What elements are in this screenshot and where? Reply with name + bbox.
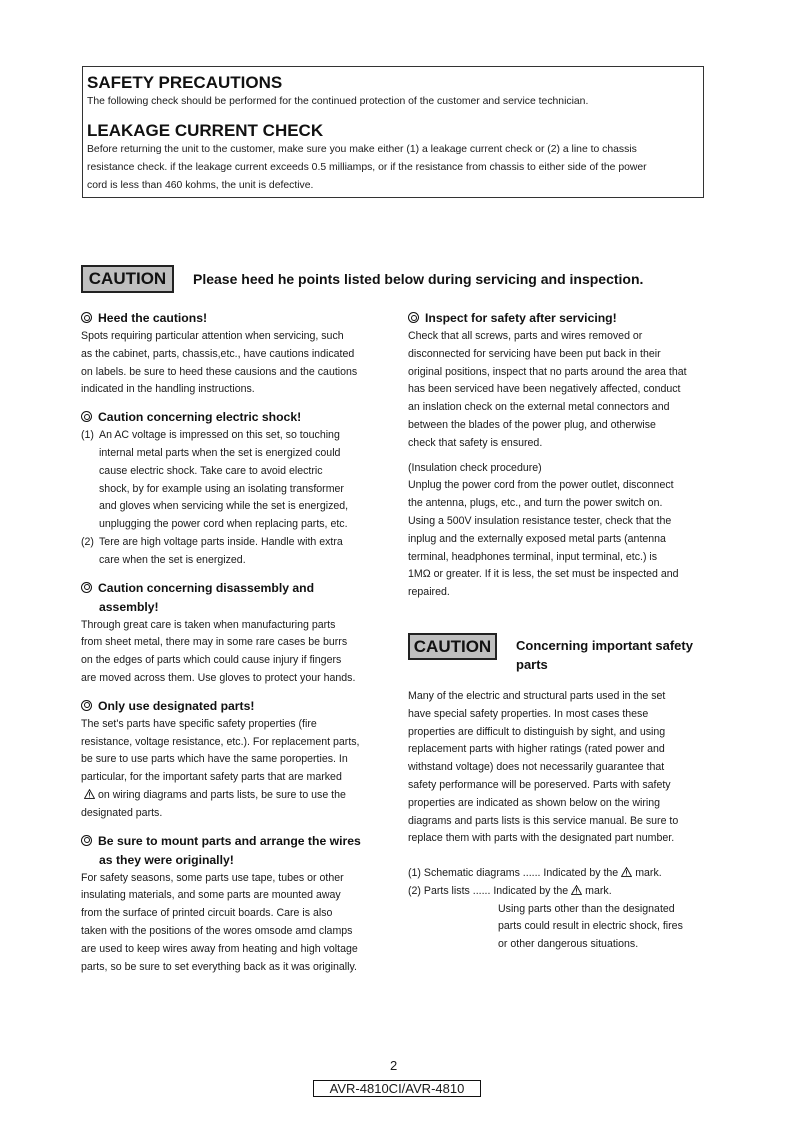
safety-precautions-text: The following check should be performed for the continued protection of the customer and service technician. [87, 96, 589, 107]
text-line: replacement parts with higher ratings (rated power and [408, 743, 665, 756]
text-span: on wiring diagrams and parts lists, be sure to use the [98, 788, 346, 801]
leakage-line: Before returning the unit to the customer, make sure you make either (1) a leakage current check or (2) a line to chassis [87, 144, 637, 155]
text-line: Spots requiring particular attention when servicing, such [81, 330, 344, 342]
disassembly-heading [81, 579, 380, 598]
designated-parts-heading [81, 697, 380, 716]
warning-triangle-icon [571, 885, 582, 895]
text-line: Using a 500V insulation resistance tester, check that the [408, 514, 672, 527]
list-number: (1) [81, 429, 94, 442]
heading-text: Caution concerning electric shock! [98, 410, 302, 425]
right-column [408, 309, 706, 602]
list-item [81, 534, 380, 570]
heed-cautions-heading [81, 309, 380, 328]
text-line: unplugging the power cord when replacing parts, etc. [99, 518, 348, 531]
text-line: on labels. be sure to heed these causions and the cautions [81, 365, 358, 378]
text-span: (2) Parts lists ...... Indicated by the [408, 884, 569, 897]
text-line: The set's parts have specific safety properties (fire [81, 717, 317, 730]
text-line: withstand voltage) does not necessarily guarantee that [408, 761, 665, 774]
text-line: properties are indicated as shown below on the wiring [408, 796, 661, 809]
text-line: indicated in the handling instructions. [81, 383, 255, 396]
text-line: care when the set is energized. [99, 553, 246, 566]
electric-shock-heading [81, 408, 380, 427]
caution-badge: CAUTION [81, 265, 174, 293]
leakage-current-title: LEAKAGE CURRENT CHECK [87, 121, 324, 140]
double-circle-icon [81, 835, 92, 846]
leakage-line: resistance check. if the leakage current exceeds 0.5 milliamps, or if the resistance from chassis to either side of the power [87, 162, 647, 173]
mount-parts-heading [81, 832, 380, 851]
text-line-with-icon [81, 787, 380, 805]
heading-text: Be sure to mount parts and arrange the wires [98, 833, 361, 848]
heading-text: Heed the cautions! [98, 311, 208, 325]
double-circle-icon [81, 582, 92, 593]
list-item-body [99, 534, 380, 570]
safety-precautions-title: SAFETY PRECAUTIONS [87, 73, 283, 92]
text-line: the antenna, plugs, etc., and turn the power switch on. [408, 497, 663, 510]
mount-parts-heading-line2: as they were originally! [99, 852, 234, 867]
important-parts-heading [516, 636, 693, 674]
text-line: inplug and the externally exposed metal parts (antenna [408, 532, 666, 545]
text-line: are used to keep wires away from heating and high voltage [81, 942, 358, 955]
text-line: and gloves when servicing while the set is energized, [99, 500, 349, 513]
heading-text: Inspect for safety after servicing! [425, 311, 617, 325]
disassembly-text [81, 617, 380, 688]
text-line: an inslation check on the external metal connectors and [408, 401, 670, 414]
text-line: from the surface of printed circuit boards. Care is also [81, 907, 333, 920]
mark-list [408, 865, 706, 954]
leakage-current-text [87, 141, 703, 195]
heed-cautions-text [81, 328, 380, 399]
warning-triangle-icon [621, 867, 632, 877]
text-line: Through great care is taken when manufacturing parts [81, 618, 336, 631]
double-circle-icon [81, 411, 92, 422]
warning-triangle-icon [84, 789, 95, 799]
text-line: parts could result in electric shock, fires [498, 920, 683, 933]
text-line: are moved across them. Use gloves to protect your hands. [81, 671, 356, 684]
text-line: safety performance will be poreserved. Parts with safety [408, 778, 671, 791]
page-number: 2 [390, 1058, 398, 1073]
list-item-body [99, 427, 380, 534]
text-line: resistance, voltage resistance, etc.). For replacement parts, [81, 735, 360, 748]
designated-parts-text [81, 716, 380, 823]
text-line: Unplug the power cord from the power outlet, disconnect [408, 479, 674, 492]
text-line: Many of the electric and structural parts used in the set [408, 690, 666, 702]
text-line: properties are difficult to distinguish by sight, and using [408, 725, 666, 738]
mount-parts-text [81, 870, 380, 977]
text-line: replace them with parts with the designated part number. [408, 832, 675, 845]
text-line: particular, for the important safety parts that are marked [81, 771, 342, 784]
text-line: check that safety is ensured. [408, 436, 543, 449]
insulation-procedure-label: (Insulation check procedure) [408, 461, 542, 474]
disassembly-heading-line2: assembly! [99, 599, 159, 614]
text-line: shock, by for example using an isolating transformer [99, 482, 344, 495]
mark-list-item-schematic [408, 865, 706, 883]
leakage-line: cord is less than 460 kohms, the unit is defective. [87, 180, 314, 191]
text-line: designated parts. [81, 806, 163, 819]
text-line: insulating materials, and some parts are mounted away [81, 889, 341, 902]
text-line: cause electric shock. Take care to avoid electric [99, 464, 323, 477]
text-line: For safety seasons, some parts use tape, tubes or other [81, 871, 344, 884]
text-line: An AC voltage is impressed on this set, so touching [99, 429, 340, 442]
inspect-safety-text [408, 328, 706, 453]
mark-note [408, 901, 706, 954]
text-line: or other dangerous situations. [498, 938, 639, 951]
heading-text: Caution concerning disassembly and [98, 580, 315, 595]
text-line: Tere are high voltage parts inside. Handle with extra [99, 535, 343, 548]
text-line: has been serviced have been negatively affected, conduct [408, 383, 681, 396]
left-column [81, 309, 380, 976]
text-line: 1MΩ or greater. If it is less, the set must be inspected and [408, 568, 679, 581]
text-line: have special safety properties. In most cases these [408, 707, 649, 720]
double-circle-icon [81, 312, 92, 323]
text-line: from sheet metal, there may in some rare cases be burrs [81, 636, 348, 649]
important-parts-text [408, 688, 706, 848]
text-line: Using parts other than the designated [498, 902, 675, 915]
text-line: on the edges of parts which could cause injury if fingers [81, 654, 342, 667]
list-item [81, 427, 380, 534]
text-span: (1) Schematic diagrams ...... Indicated by the [408, 867, 619, 879]
caution-badge-2: CAUTION [408, 633, 497, 660]
double-circle-icon [81, 700, 92, 711]
text-line: internal metal parts when the set is energized could [99, 446, 341, 459]
text-line: as the cabinet, parts, chassis,etc., have cautions indicated [81, 347, 355, 360]
double-circle-icon [408, 312, 419, 323]
electric-shock-list [81, 427, 380, 569]
text-line: Check that all screws, parts and wires removed or [408, 330, 643, 342]
text-span: mark. [585, 884, 612, 897]
text-line: taken with the positions of the wores omsode amd clamps [81, 924, 353, 937]
list-number: (2) [81, 535, 94, 548]
text-line: parts, so be sure to set everything back as it was originally. [81, 960, 357, 973]
insulation-procedure-text [408, 477, 706, 602]
text-line: disconnected for servicing have been put back in their [408, 347, 661, 360]
text-line: between the blades of the power plug, and otherwise [408, 418, 656, 431]
heading-line: parts [516, 657, 548, 672]
mark-list-item-parts [408, 883, 706, 901]
text-line: be sure to use parts which have the same poroperties. In [81, 753, 348, 766]
heading-text: Only use designated parts! [98, 698, 255, 713]
text-line: repaired. [408, 586, 450, 599]
text-span: mark. [635, 867, 662, 879]
text-line: original positions, inspect that no parts around the area that [408, 365, 687, 378]
caution-banner-text: Please heed he points listed below during servicing and inspection. [193, 271, 644, 287]
inspect-safety-heading [408, 309, 706, 328]
model-number: AVR-4810CI/AVR-4810 [313, 1080, 481, 1097]
text-line: terminal, headphones terminal, input terminal, etc.) is [408, 550, 658, 563]
heading-line: Concerning important safety [516, 638, 693, 653]
text-line: diagrams and parts lists is this service manual. Be sure to [408, 814, 679, 827]
